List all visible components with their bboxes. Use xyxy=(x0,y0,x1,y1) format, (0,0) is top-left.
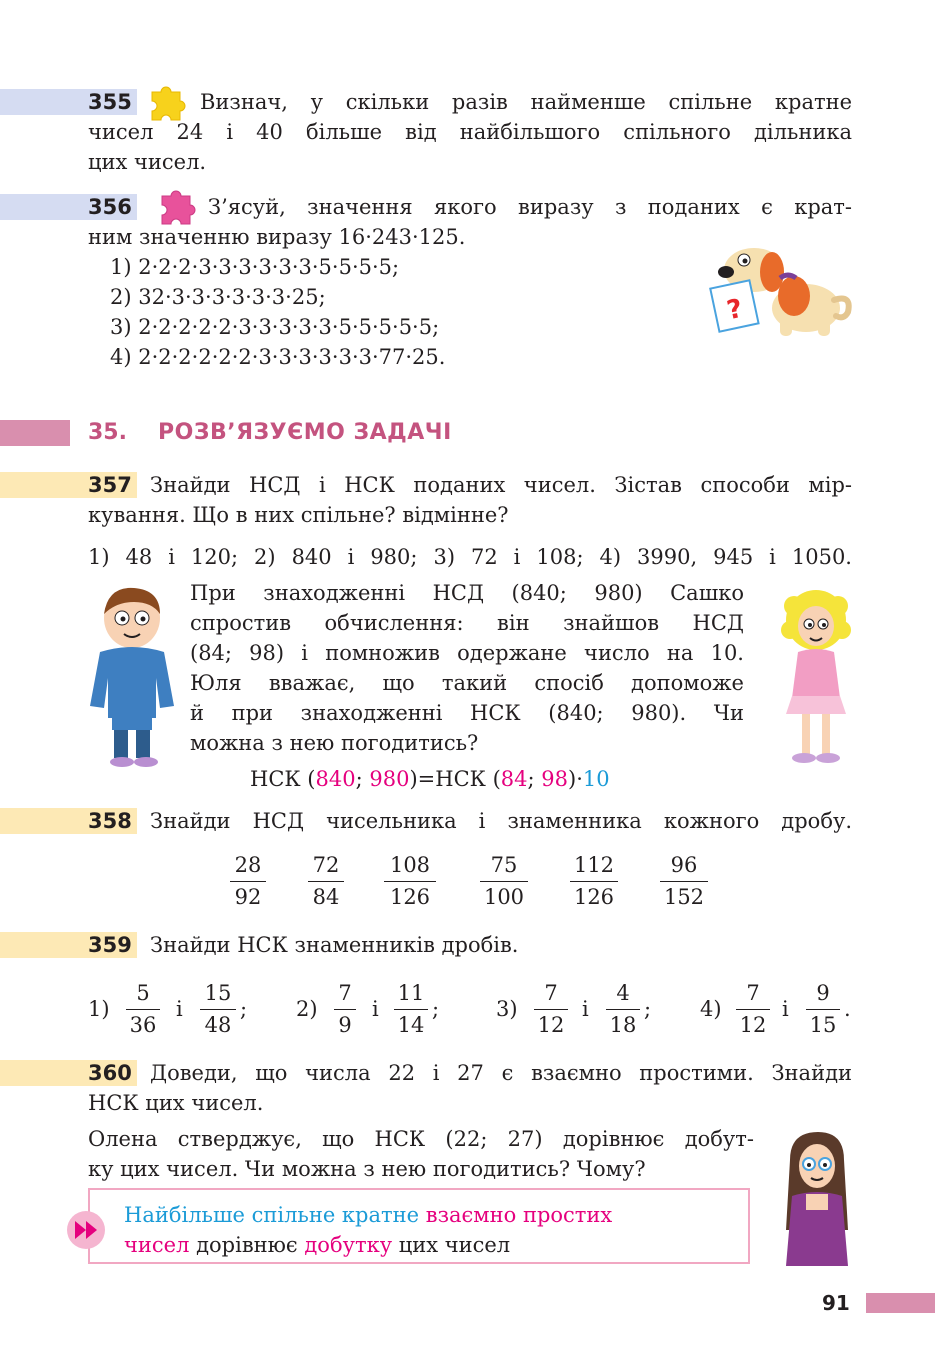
ex356-number: 356 xyxy=(88,195,132,219)
ex359-conj: і xyxy=(372,997,379,1021)
girl-with-glasses-illustration xyxy=(776,1130,858,1266)
rule-line-1 xyxy=(124,1200,612,1230)
ex357-story-line-4: Юля вважає, що такий спосіб допоможе xyxy=(190,671,744,695)
denominator: 152 xyxy=(663,885,705,909)
ex356-option-2: 2) 32·3·3·3·3·3·3·25; xyxy=(110,285,326,309)
ex359-end: ; xyxy=(432,997,440,1021)
page-number: 91 xyxy=(822,1291,850,1315)
ex357-line-1: Знайди НСД і НСК поданих чисел. Зістав способи мір- xyxy=(150,473,852,497)
formula-part: ; xyxy=(355,767,370,791)
denominator: 126 xyxy=(573,885,615,909)
ex357-story-line-5: й при знаходженні НСК (840; 980). Чи xyxy=(190,701,744,725)
numerator: 7 xyxy=(544,981,558,1005)
rule-line-2 xyxy=(124,1230,510,1260)
ex358-fraction xyxy=(384,852,436,910)
ex356-option-3: 3) 2·2·2·2·2·3·3·3·3·3·5·5·5·5·5; xyxy=(110,315,440,339)
formula-num: 980 xyxy=(369,767,410,791)
ex358-fraction xyxy=(308,852,344,910)
denominator: 14 xyxy=(397,1013,425,1037)
ex356-line-1: З’ясуй, значення якого виразу з поданих є крат- xyxy=(208,195,852,219)
numerator: 9 xyxy=(816,981,830,1005)
fast-forward-icon xyxy=(66,1210,106,1250)
rule-text: дорівнює xyxy=(189,1233,305,1257)
section-number: 35. xyxy=(88,420,127,445)
ex359-label: 2) xyxy=(296,997,318,1021)
ex358-number: 358 xyxy=(88,809,132,833)
ex359-label: 3) xyxy=(496,997,518,1021)
ex358-text: Знайди НСД чисельника і знаменника кожного дробу. xyxy=(150,809,852,833)
numerator: 15 xyxy=(204,981,232,1005)
numerator: 112 xyxy=(573,853,615,877)
ex356-line-2: ним значенню виразу 16·243·125. xyxy=(88,225,466,249)
ex359-fraction xyxy=(534,980,568,1038)
ex359-end: ; xyxy=(240,997,248,1021)
rule-text: цих чисел xyxy=(392,1233,511,1257)
ex356-option-4: 4) 2·2·2·2·2·2·3·3·3·3·3·3·77·25. xyxy=(110,345,446,369)
ex360-number: 360 xyxy=(88,1061,132,1085)
ex360-line-1: Доведи, що числа 22 і 27 є взаємно простими. Знайди xyxy=(150,1061,852,1085)
ex359-conj: і xyxy=(176,997,183,1021)
boy-illustration xyxy=(88,586,176,770)
ex358-fraction xyxy=(570,852,618,910)
ex359-fraction xyxy=(394,980,428,1038)
formula-num: 84 xyxy=(500,767,528,791)
ex360-story-line-1: Олена стверджує, що НСК (22; 27) дорівнює добут- xyxy=(88,1127,754,1151)
denominator: 18 xyxy=(609,1013,637,1037)
ex355-line-2: чисел 24 і 40 більше від найбільшого спільного дільника xyxy=(88,120,852,144)
denominator: 12 xyxy=(739,1013,767,1037)
ex359-fraction xyxy=(200,980,236,1038)
ex359-conj: і xyxy=(782,997,789,1021)
rule-highlight: чисел xyxy=(124,1233,190,1257)
ex359-conj: і xyxy=(582,997,589,1021)
denominator: 15 xyxy=(809,1013,837,1037)
denominator: 9 xyxy=(338,1013,352,1037)
page-number-bar xyxy=(866,1293,935,1313)
ex355-line-1: Визнач, у скільки разів найменше спільне кратне xyxy=(200,90,852,114)
ex357-formula xyxy=(250,764,610,794)
numerator: 11 xyxy=(397,981,425,1005)
rule-highlight: добутку xyxy=(304,1233,393,1257)
rule-highlight: взаємно простих xyxy=(425,1203,613,1227)
section-title: РОЗВ’ЯЗУЄМО ЗАДАЧІ xyxy=(158,420,452,445)
dog-with-question-illustration xyxy=(708,238,854,340)
ex360-line-2: НСК цих чисел. xyxy=(88,1091,264,1115)
formula-num: 98 xyxy=(541,767,568,791)
ex357-story-line-2: спростив обчислення: він знайшов НСД xyxy=(190,611,744,635)
ex357-story-line-1: При знаходженні НСД (840; 980) Сашко xyxy=(190,581,744,605)
girl-curly-hair-illustration xyxy=(780,586,852,770)
numerator: 5 xyxy=(136,981,150,1005)
formula-part: ; xyxy=(527,767,542,791)
numerator: 96 xyxy=(670,853,698,877)
formula-num: 10 xyxy=(582,767,610,791)
numerator: 72 xyxy=(312,853,340,877)
denominator: 92 xyxy=(234,885,262,909)
ex355-number: 355 xyxy=(88,90,132,114)
ex357-story-line-3: (84; 98) і помножив одержане число на 10. xyxy=(190,641,744,665)
denominator: 12 xyxy=(537,1013,565,1037)
numerator: 7 xyxy=(338,981,352,1005)
numerator: 108 xyxy=(389,853,431,877)
ex359-end: ; xyxy=(644,997,652,1021)
ex359-label: 1) xyxy=(88,997,110,1021)
ex359-label: 4) xyxy=(700,997,722,1021)
denominator: 84 xyxy=(312,885,340,909)
ex356-option-1: 1) 2·2·2·3·3·3·3·3·3·5·5·5·5; xyxy=(110,255,400,279)
numerator: 75 xyxy=(490,853,518,877)
rule-text: Найбільше спільне кратне xyxy=(124,1203,426,1227)
ex358-fraction xyxy=(230,852,266,910)
ex359-fraction xyxy=(334,980,356,1038)
ex359-fraction xyxy=(606,980,640,1038)
puzzle-icon xyxy=(146,82,188,122)
formula-part: )=НСК ( xyxy=(409,767,501,791)
ex359-text: Знайди НСК знаменників дробів. xyxy=(150,933,519,957)
ex359-fraction xyxy=(126,980,160,1038)
ex357-line-2: кування. Що в них спільне? відмінне? xyxy=(88,503,509,527)
ex355-line-3: цих чисел. xyxy=(88,150,207,174)
ex360-story-line-2: ку цих чисел. Чи можна з нею погодитись? Чому? xyxy=(88,1157,646,1181)
numerator: 4 xyxy=(616,981,630,1005)
denominator: 48 xyxy=(204,1013,232,1037)
ex359-number: 359 xyxy=(88,933,132,957)
formula-part: НСК ( xyxy=(250,767,316,791)
ex358-fraction xyxy=(480,852,528,910)
ex357-story-line-6: можна з нею погодитись? xyxy=(190,731,479,755)
ex357-number: 357 xyxy=(88,473,132,497)
puzzle-pink-icon xyxy=(156,186,198,226)
denominator: 100 xyxy=(483,885,525,909)
ex357-items: 1) 48 і 120; 2) 840 і 980; 3) 72 і 108; 4) 3990, 945 і 1050. xyxy=(88,545,852,569)
numerator: 28 xyxy=(234,853,262,877)
denominator: 126 xyxy=(389,885,431,909)
ex359-fraction xyxy=(806,980,840,1038)
ex359-end: . xyxy=(844,997,851,1021)
denominator: 36 xyxy=(129,1013,157,1037)
ex358-fraction xyxy=(660,852,708,910)
svg-text:?: ? xyxy=(724,293,746,327)
ex359-fraction xyxy=(736,980,770,1038)
formula-num: 840 xyxy=(315,767,356,791)
section-bar xyxy=(0,420,70,446)
formula-part: )· xyxy=(568,767,583,791)
numerator: 7 xyxy=(746,981,760,1005)
